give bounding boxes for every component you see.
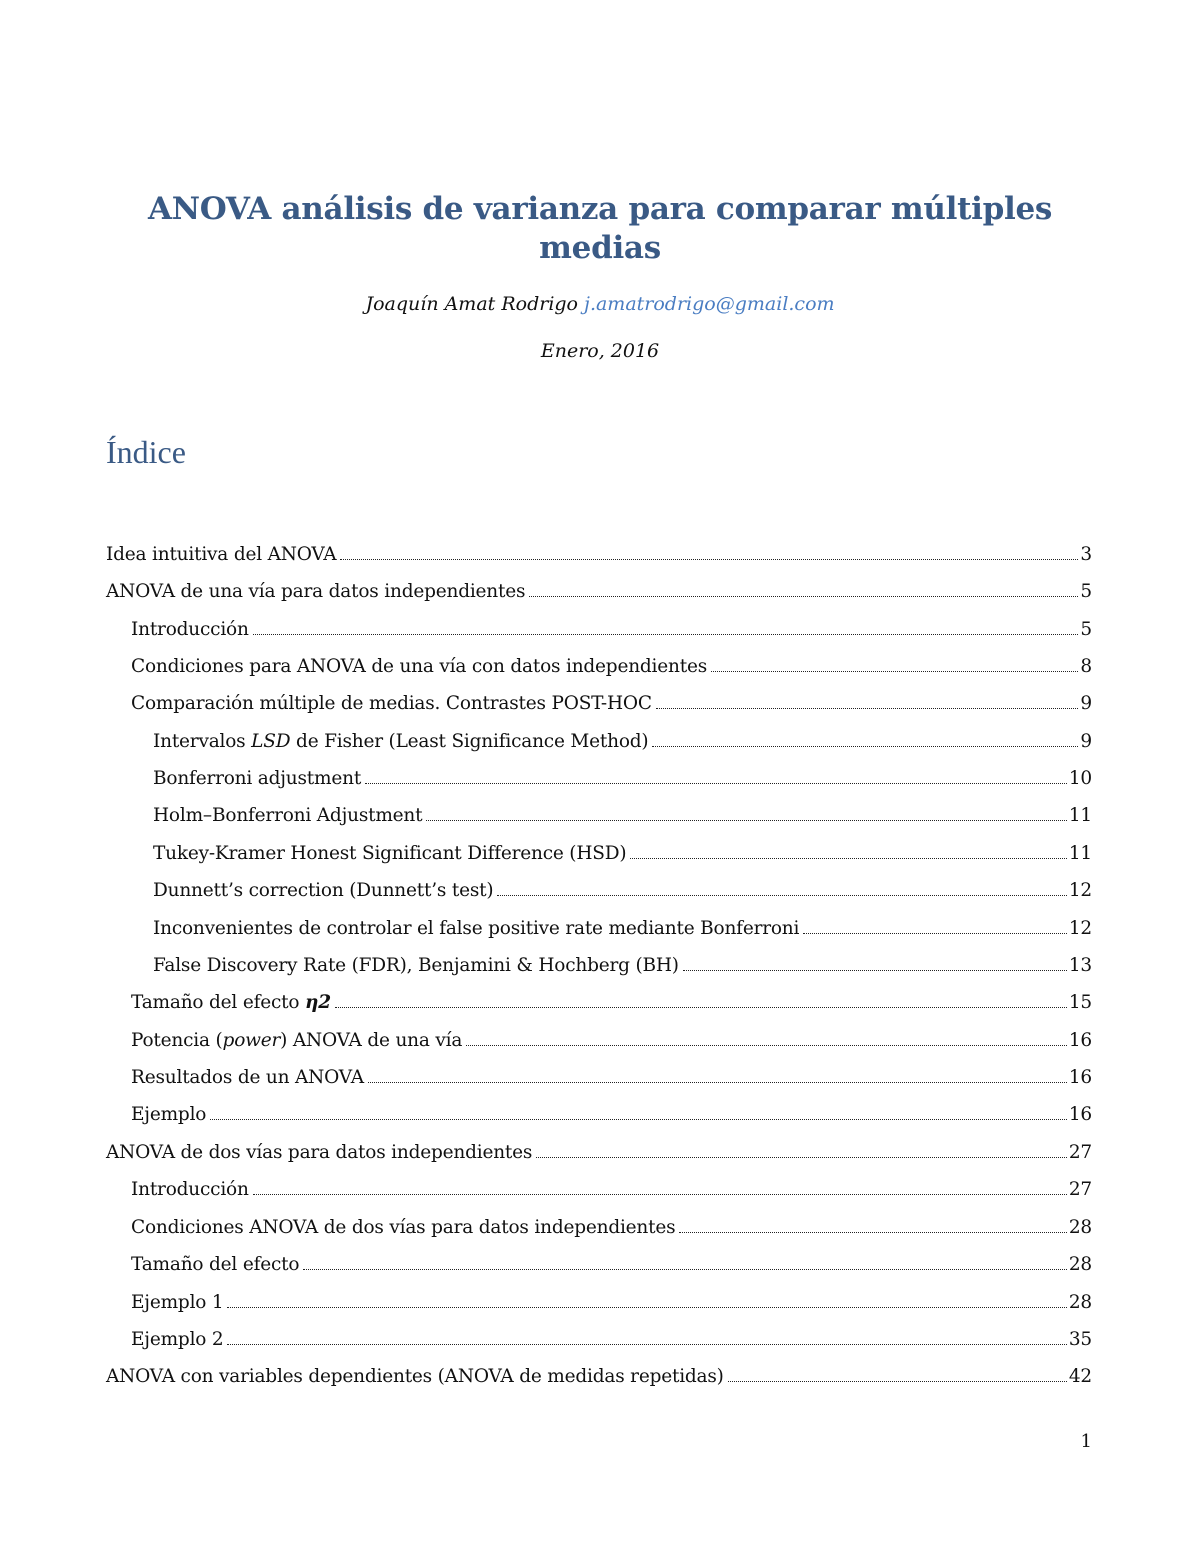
toc-entry-page: 16: [1068, 1104, 1092, 1125]
toc-entry-label: ANOVA de una vía para datos independientes: [106, 581, 526, 602]
toc-entry-page: 3: [1080, 544, 1092, 565]
toc-leader-dots: [303, 1251, 1067, 1270]
toc-entry-page: 12: [1068, 880, 1092, 901]
toc-entry-label: ANOVA con variables dependientes (ANOVA de medidas repetidas): [106, 1366, 724, 1387]
toc-entry[interactable]: [131, 615, 1092, 645]
toc-entry[interactable]: [131, 689, 1092, 719]
toc-entry-page: 9: [1080, 731, 1092, 752]
toc-entry-label: Ejemplo 2: [131, 1329, 224, 1350]
toc-leader-dots: [227, 1326, 1066, 1345]
toc-leader-dots: [656, 690, 1079, 709]
toc-entry-label: Ejemplo 1: [131, 1292, 224, 1313]
toc-entry-page: 28: [1068, 1254, 1092, 1275]
toc-entry-page: 10: [1068, 768, 1092, 789]
toc-entry[interactable]: [131, 988, 1092, 1018]
toc-leader-dots: [426, 802, 1066, 821]
toc-entry-label-italic: LSD: [251, 731, 291, 752]
toc-entry-label-part: de Fisher (Least Significance Method): [290, 731, 649, 752]
toc-leader-dots: [529, 578, 1078, 597]
toc-entry[interactable]: [131, 1325, 1092, 1355]
toc-entry[interactable]: [153, 764, 1092, 794]
toc-entry[interactable]: [131, 1250, 1092, 1280]
toc-entry-label: Inconvenientes de controlar el false positive rate mediante Bonferroni: [153, 918, 800, 939]
toc-leader-dots: [630, 840, 1066, 859]
toc-entry-label: Condiciones para ANOVA de una vía con datos independientes: [131, 656, 708, 677]
toc-entry-label: Bonferroni adjustment: [153, 768, 362, 789]
toc-entry-label: Resultados de un ANOVA: [131, 1067, 364, 1088]
toc-leader-dots: [466, 1027, 1067, 1046]
toc-entry-page: 13: [1068, 955, 1092, 976]
toc-leader-dots: [253, 1176, 1067, 1195]
document-title-line-2: medias: [539, 230, 661, 266]
toc-entry[interactable]: [131, 1063, 1092, 1093]
toc-entry[interactable]: [131, 1100, 1092, 1130]
toc-entry-label: Dunnett’s correction (Dunnett’s test): [153, 880, 494, 901]
toc-entry-page: 28: [1068, 1217, 1092, 1238]
toc-entry-label: Introducción: [131, 1179, 249, 1200]
toc-entry[interactable]: [153, 951, 1092, 981]
toc-entry-label: Tamaño del efecto: [131, 1254, 300, 1275]
toc-entry-page: 11: [1068, 843, 1092, 864]
toc-leader-dots: [803, 915, 1067, 934]
toc-entry-page: 42: [1068, 1366, 1092, 1387]
toc-entry-label-italic: power: [222, 1030, 281, 1051]
toc-leader-dots: [711, 653, 1078, 672]
toc-entry[interactable]: [106, 577, 1092, 607]
author-email-link[interactable]: j.amatrodrigo@gmail.com: [584, 293, 835, 315]
toc-entry-page: 5: [1080, 619, 1092, 640]
toc-entry-page: 16: [1068, 1030, 1092, 1051]
toc-leader-dots: [728, 1363, 1067, 1382]
toc-leader-dots: [335, 989, 1067, 1008]
toc-leader-dots: [340, 541, 1078, 560]
toc-entry-label: [131, 988, 331, 1018]
toc-entry[interactable]: [131, 1213, 1092, 1243]
toc-leader-dots: [536, 1139, 1067, 1158]
toc-entry-label: Comparación múltiple de medias. Contrastes POST-HOC: [131, 693, 652, 714]
toc-leader-dots: [253, 616, 1079, 635]
toc-entry-label-part: Intervalos: [153, 731, 252, 752]
toc-entry-page: 5: [1080, 581, 1092, 602]
page-number: 1: [1080, 1431, 1092, 1452]
toc-entry-page: 27: [1068, 1179, 1092, 1200]
toc-entry-label-part: Potencia (: [131, 1030, 223, 1051]
toc-entry-page: 35: [1068, 1329, 1092, 1350]
toc-entry[interactable]: [153, 839, 1092, 869]
toc-entry[interactable]: [106, 540, 1092, 570]
toc-entry[interactable]: [153, 914, 1092, 944]
toc-entry-label-part: ) ANOVA de una vía: [280, 1030, 463, 1051]
toc-entry[interactable]: [153, 876, 1092, 906]
toc-leader-dots: [652, 728, 1078, 747]
document-date: Enero, 2016: [540, 340, 660, 362]
toc-entry-label: [131, 1026, 462, 1056]
toc-entry-label: Idea intuitiva del ANOVA: [106, 544, 337, 565]
toc-leader-dots: [368, 1064, 1067, 1083]
toc-entry-page: 27: [1068, 1142, 1092, 1163]
toc-entry-label-part: Tamaño del efecto: [131, 992, 305, 1013]
toc-leader-dots: [683, 952, 1067, 971]
toc-entry-label-italic: η2: [304, 992, 331, 1013]
toc-leader-dots: [227, 1289, 1066, 1308]
toc-entry[interactable]: [131, 1026, 1092, 1056]
toc-entry-page: 11: [1068, 805, 1092, 826]
toc-leader-dots: [210, 1101, 1067, 1120]
toc-entry[interactable]: [131, 1288, 1092, 1318]
toc-entry[interactable]: [131, 652, 1092, 682]
byline: [0, 293, 1200, 315]
toc-heading: Índice: [106, 434, 186, 470]
toc-entry[interactable]: [153, 727, 1092, 757]
toc-entry-page: 28: [1068, 1292, 1092, 1313]
toc-leader-dots: [497, 877, 1066, 896]
toc-entry[interactable]: [106, 1362, 1092, 1392]
toc-entry-label: [153, 727, 648, 757]
toc-entry-page: 12: [1068, 918, 1092, 939]
toc-entry-page: 16: [1068, 1067, 1092, 1088]
toc-entry-label: Tukey-Kramer Honest Significant Difference (HSD): [153, 843, 627, 864]
toc-entry[interactable]: [131, 1175, 1092, 1205]
toc-entry-label: Introducción: [131, 619, 249, 640]
toc-entry[interactable]: [106, 1138, 1092, 1168]
toc-entry-label: Ejemplo: [131, 1104, 207, 1125]
toc-entry-page: 15: [1068, 992, 1092, 1013]
toc-entry-page: 9: [1080, 693, 1092, 714]
toc-entry-page: 8: [1080, 656, 1092, 677]
author-name: Joaquín Amat Rodrigo: [365, 293, 578, 315]
toc-entry[interactable]: [153, 801, 1092, 831]
toc-entry-label: Holm–Bonferroni Adjustment: [153, 805, 423, 826]
toc-leader-dots: [679, 1214, 1066, 1233]
toc-entry-label: Condiciones ANOVA de dos vías para datos independientes: [131, 1217, 676, 1238]
toc-entry-label: ANOVA de dos vías para datos independientes: [106, 1142, 533, 1163]
document-title-line-1: ANOVA análisis de varianza para comparar múltiples: [147, 191, 1053, 227]
toc-entry-label: False Discovery Rate (FDR), Benjamini & Hochberg (BH): [153, 955, 679, 976]
toc-leader-dots: [365, 765, 1067, 784]
